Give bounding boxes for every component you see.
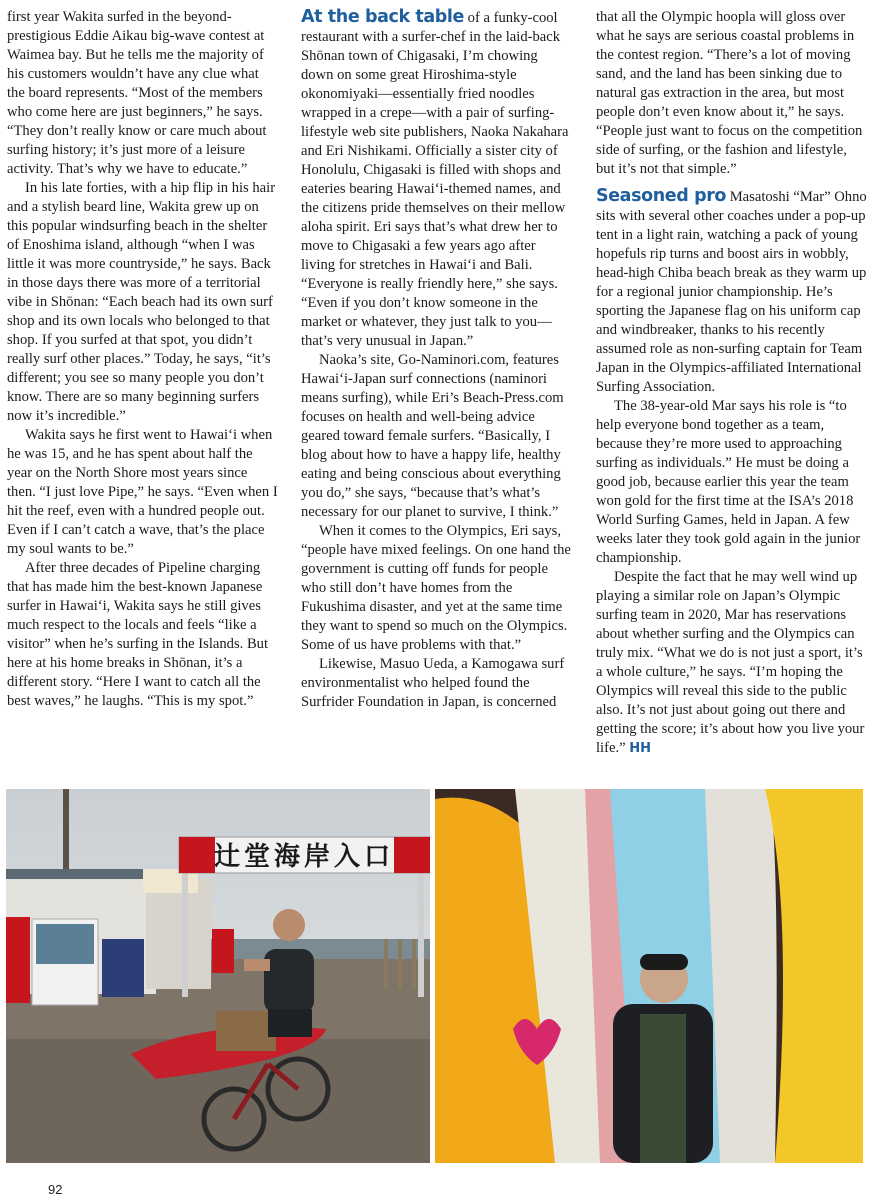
page-number: 92 [48,1182,63,1197]
col3-paragraph-1: that all the Olympic hoopla will gloss over what he says are serious coastal problems in the contest region. “There’s a lot of moving sand, and the land has been sinking due to natural gas extraction in the area, but most people don’t even know about it,” he says. “People just want to focus on the competition side of surfing, or the fashion and lifestyle, but it’s not that simple.” [596,9,863,177]
col1-paragraph-1: first year Wakita surfed in the beyond-prestigious Eddie Aikau big-wave contest at Waimea bay. But he tells me the majority of his customers wouldn’t have any clue what the board represents. “Most of the members who come here are just beginners,” he says. “They don’t really know or care much about surfing history; it’s just more of a leisure activity. That’s why we have to educate.” [7,9,267,177]
photo-surfboards-portrait [435,789,863,1163]
section-heading-seasoned-pro: Seasoned pro [596,186,727,206]
banner-text: 辻堂海岸入口 [213,842,395,872]
col1-paragraph-4: After three decades of Pipeline charging that has made him the best-known Japanese surfer in Hawai‘i, Wakita says he still gives much respect to the locals and feels “like a visitor” when he’s surfing in the Islands. But here at his home breaks in Shōnan, it’s a different story. “Here I want to catch all the best waves,” he laughs. “This is my spot.” [7,560,269,709]
photo-beach-entrance [6,789,430,1163]
col3-paragraph-2 [596,187,868,397]
col3-paragraph-4-text: Despite the fact that he may well wind up playing a similar role on Japan’s Olympic surfing team in 2020, Mar has reservations about whether surfing and the Olympics can truly mix. “What we do is not just a sport, it’s a whole culture,” he says. “I’m hoping the Olympics will reveal this side to the public also. It’s not just about going out there and getting the score; it’s about how you live your life.” [596,569,865,756]
col3-paragraph-3: The 38-year-old Mar says his role is “to help everyone bond together as a team, because they’re more used to approaching surfing as individuals.” He must be doing a good job, because earlier this year the team won gold for the first time at the ISA’s 2018 World Surfing Games, held in Japan. A few weeks later they took gold again in the junior championship. [596,398,861,566]
end-mark: HH [629,741,651,756]
col3-paragraph-4 [596,568,868,758]
col1-paragraph-2: In his late forties, with a hip flip in his hair and a stylish beard line, Wakita grew up on this popular windsurfing beach in the shelter of Enoshima island, although “when I was little it was more countryside,” he says. Back in those days there was more of a territorial vibe in Shōnan: “Each beach had its own surf shop and its own locals who belonged to that shop. If you surfed at that spot, you didn’t really surf other places.” Today, he says, “it’s different; you see so many people you don’t know. There are so many beginning surfers now it’s incredible.” [7,180,276,424]
col2-paragraph-3: When it comes to the Olympics, Eri says, “people have mixed feelings. On one hand the government is cutting off funds for people who still don’t have homes from the Fukushima disaster, and yet at the same time they want to spend so much on the Olympics. Some of us have problems with that.” [301,523,571,653]
col3-paragraph-2-text: Masatoshi “Mar” Ohno sits with several other coaches under a pop-up tent in a light rain, watching a pack of young hopefuls rip turns and boost airs in wobbly, head-high Chiba beach break as they warm up for a regional junior championship. He’s sporting the Japanese flag on his uniform cap and windbreaker, thanks to his recently assumed role as non-surfing captain for Team Japan in the Olympics-affiliated International Surfing Association. [596,189,867,395]
article-column-2 [301,8,573,712]
surfboards-scene-illustration [435,789,863,1163]
banner-coke-logo-left [179,837,215,873]
banner-coke-logo-right [394,837,430,873]
article-column-3 [596,8,868,758]
section-heading-back-table: At the back table [301,7,464,27]
col1-paragraph-3: Wakita says he first went to Hawai‘i when he was 15, and he has spent about half the year on the North Shore most years since then. “I just love Pipe,” he says. “Even when I hit the reef, even with a hundred people out. Even if I can’t catch a wave, that’s the place my soul wants to be.” [7,427,278,557]
col2-paragraph-4: Likewise, Masuo Ueda, a Kamogawa surf environmentalist who helped found the Surfrider Foundation in Japan, is concerned [301,656,565,710]
col2-paragraph-2: Naoka’s site, Go-Naminori.com, features Hawai‘i-Japan surf connections (naminori means surfing), while Eri’s Beach-Press.com focuses on health and well-being advice geared toward female surfers. “Basically, I blog about how to have a happy life, healthy eating and being conscious about everything you do,” she says, “because that’s what’s necessary for our planet to survive, I think.” [301,352,564,520]
beach-scene-illustration [6,789,430,1163]
col2-paragraph-1-text: of a funky-cool restaurant with a surfer-chef in the laid-back Shōnan town of Chigasaki, I’m chowing down on some great Hiroshima-style okonomiyaki—essentially fried noodles wrapped in a crepe—with a pair of surfing-lifestyle web site publishers, Naoka Nakahara and Eri Nishikami. Officially a sister city of Honolulu, Chigasaki is filled with shops and eateries bearing Hawai‘i-themed names, and the citizens pride themselves on their mellow aloha spirit. Eri says that’s what drew her to move to Chigasaki a few years ago after living for stretches in Hawai‘i and Bali. “Everyone is really friendly here,” she says. “Even if you don’t know someone in the market or whatever, they just talk to you—that’s very unusual in Japan.” [301,10,569,349]
article-column-1 [7,8,279,711]
col2-paragraph-1 [301,8,573,351]
